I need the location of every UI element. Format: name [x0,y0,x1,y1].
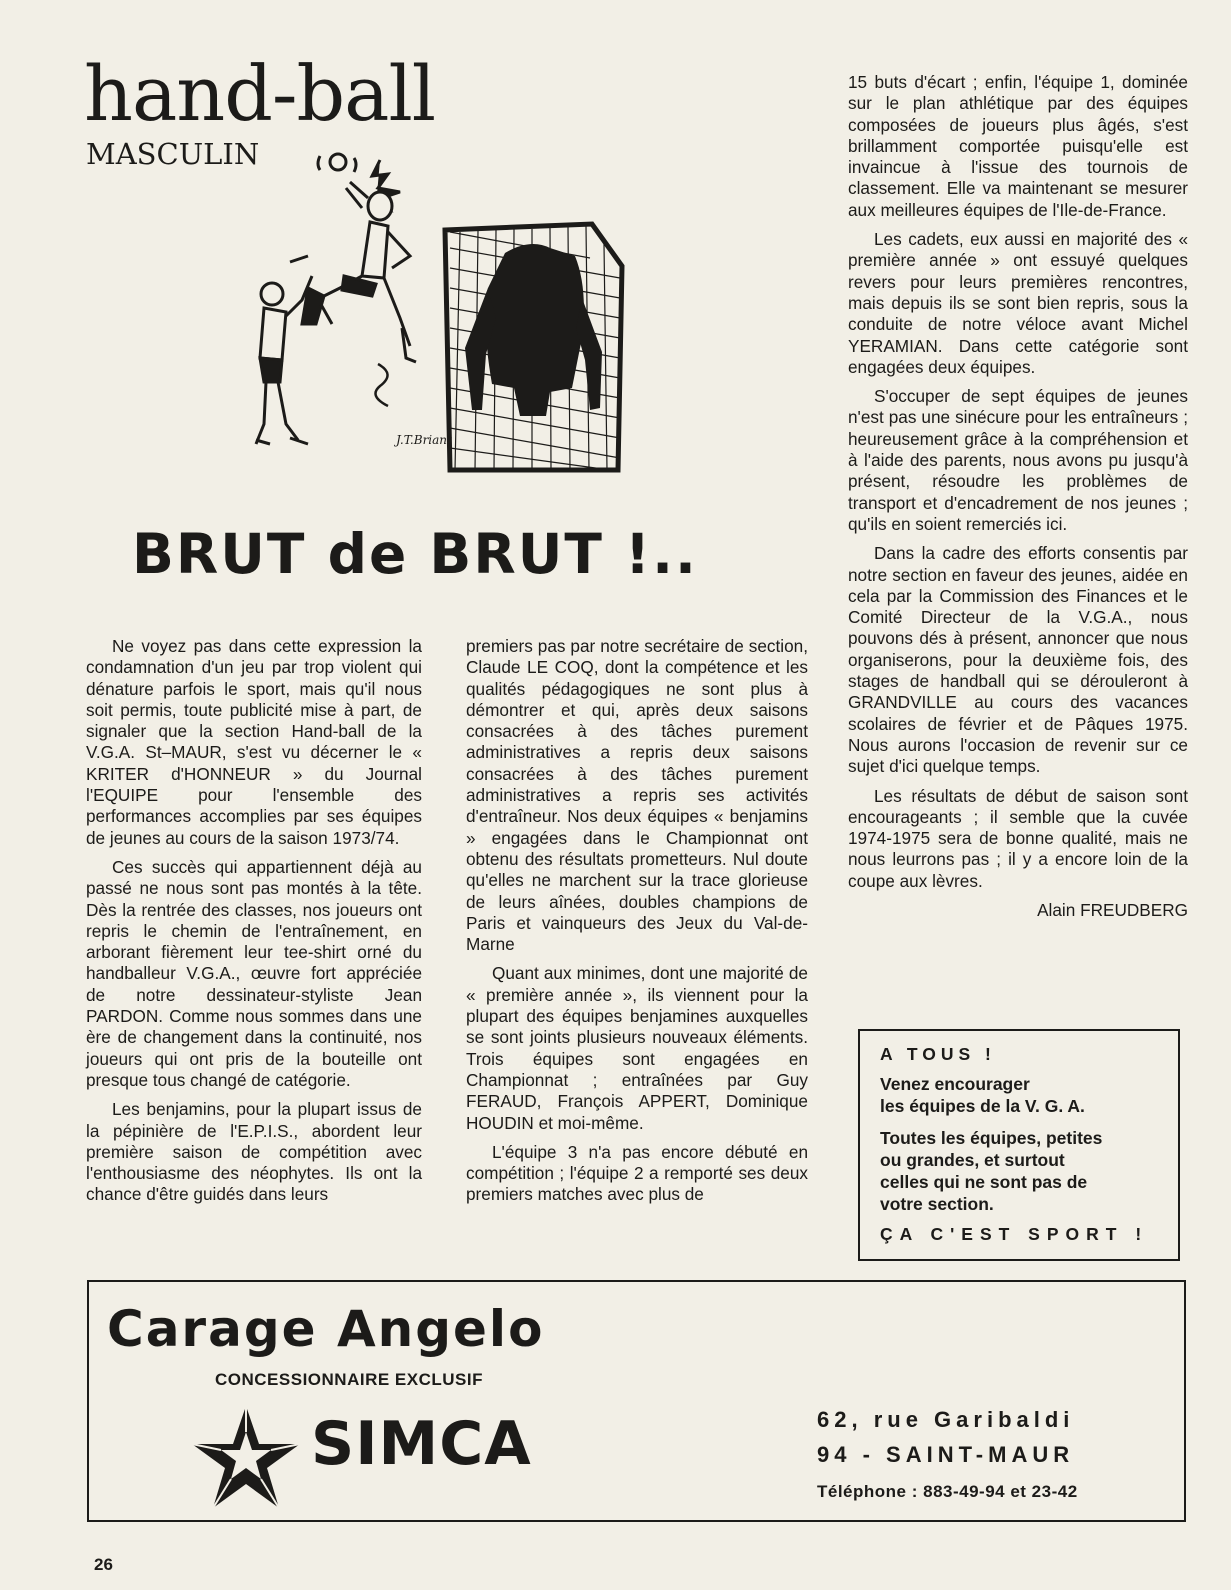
callout-line: les équipes de la V. G. A. [880,1096,1085,1116]
ad-phone: Téléphone : 883-49-94 et 23-42 [817,1482,1078,1501]
paragraph: 15 buts d'écart ; enfin, l'équipe 1, dominée sur le plan athlétique par des équipes composées de joueurs plus âgés, s'est brillamment comportée puisqu'elle est invaincue à l'issue des tournois de classement. Elle va maintenant se mesurer aux meilleures équipes de l'Ile-de-France. [848,72,1188,220]
goal-net-icon [445,224,622,470]
article-column-1 [86,636,422,1214]
callout-footer: ÇA C'EST SPORT ! [880,1224,1149,1244]
callout-heading: A TOUS ! [880,1044,996,1064]
article-column-2 [466,636,808,1214]
defending-player-icon [256,256,312,444]
callout-line: votre section. [880,1194,994,1214]
paragraph: Les résultats de début de saison sont encourageants ; il semble que la cuvée 1974-1975 sera de bonne qualité, mais ne nous leurrons pas ; il y a encore loin de la coupe aux lèvres. [848,785,1188,891]
callout-line: Venez encourager [880,1074,1030,1094]
article-headline: BRUT de BRUT !.. [132,522,698,586]
paragraph: Ces succès qui appartiennent déjà au passé ne nous sont pas montés à la tête. Dès la rentrée des classes, nos joueurs ont repris le chemin de l'entraînement, en arborant fièrement leur tee-shirt orné du handballeur V.G.A., œuvre fort appréciée de notre dessinateur-styliste Jean PARDON. Comme nous sommes dans une ère de changement dans la continuité, nos joueurs qui ont pris de la bouteille ont presque tous changé de catégorie. [86,856,422,1090]
garage-advertisement [87,1280,1186,1522]
ad-address-city: 94 - SAINT-MAUR [817,1442,1075,1467]
handball-illustration [250,148,650,478]
section-subtitle: MASCULIN [86,137,260,171]
article-column-3 [848,72,1188,929]
ad-tagline: CONCESSIONNAIRE EXCLUSIF [215,1370,483,1389]
jumping-player-icon [302,154,416,362]
paragraph: L'équipe 3 n'a pas encore débuté en compétition ; l'équipe 2 a remporté ses deux premiers matches avec plus de [466,1141,808,1205]
callout-line: celles qui ne sont pas de [880,1172,1088,1192]
callout-line: ou grandes, et surtout [880,1150,1065,1170]
paragraph: Quant aux minimes, dont une majorité de « première année », ils viennent pour la plupart des équipes benjamines auxquelles se sont joints plusieurs nouveaux éléments. Trois équipes sont engagées en Championnat ; entraînées par Guy FERAUD, François APPERT, Dominique HOUDIN et moi-même. [466,963,808,1133]
paragraph: S'occuper de sept équipes de jeunes n'est pas une sinécure pour les entraîneurs ; heureusement grâce à la compréhension et à l'aide des parents, nous avons pu jusqu'à présent, résoudre les problèmes de transport et d'encadrement de nos jeunes ; qu'ils en soient remerciés ici. [848,386,1188,534]
simca-star-icon [189,1404,303,1514]
page-number: 26 [94,1555,113,1574]
callout-box [858,1029,1180,1261]
ad-business-name: Carage Angelo [107,1300,545,1358]
illustrator-signature: J.T.Briant [396,433,452,447]
paragraph: Les cadets, eux aussi en majorité des « première année » ont essuyé quelques revers pour leurs premières rencontres, mais depuis ils se sont bien repris, sous la conduite de notre véloce avant Michel YERAMIAN. Dans cette catégorie sont engagées deux équipes. [848,229,1188,377]
author-signature: Alain FREUDBERG [1037,899,1188,920]
paragraph: premiers pas par notre secrétaire de section, Claude LE COQ, dont la compétence et les qualités pédagogiques ne sont plus à démontrer et qui, après deux saisons consacrées à des tâches purement administratives a repris deux saisons consacrées à des tâches purement administratives a repris ses activités d'entraîneur. Nos deux équipes « benjamins » engagées dans le Championnat ont obtenu des résultats prometteurs. Nul doute qu'elles ne marchent sur la trace glorieuse de leurs aînées, doubles champions de Paris et vainqueurs des Jeux du Val-de-Marne [466,636,808,955]
paragraph: Ne voyez pas dans cette expression la condamnation d'un jeu par trop violent qui dénature parfois le sport, mais qu'il nous soit permis, toute publicité mise à part, de signaler que la section Hand-ball de la V.G.A. St–MAUR, s'est vu décerner le « KRITER d'HONNEUR » du Journal l'EQUIPE pour l'ensemble des performances accomplies par ses équipes de jeunes au cours de la saison 1973/74. [86,636,422,848]
ad-address-street: 62, rue Garibaldi [817,1407,1075,1432]
section-title: hand-ball [84,49,436,138]
ad-brand-logo: SIMCA [311,1409,532,1479]
callout-line: Toutes les équipes, petites [880,1128,1103,1148]
paragraph: Dans la cadre des efforts consentis par notre section en faveur des jeunes, aidée en cela par la Commission des Finances et le Comité Directeur de la V.G.A., nous pouvons dés à présent, annoncer que nous organiserons, pour la deuxième fois, des stages de handball qui se dérouleront à GRANDVILLE au cours des vacances scolaires de février et de Pâques 1975. Nous aurons l'occasion de revenir sur ce sujet d'ici quelque temps. [848,543,1188,777]
paragraph: Les benjamins, pour la plupart issus de la pépinière de l'E.P.I.S., abordent leur première saison de compétition avec l'enthousiasme des néophytes. Ils ont la chance d'être guidés dans leurs [86,1099,422,1205]
